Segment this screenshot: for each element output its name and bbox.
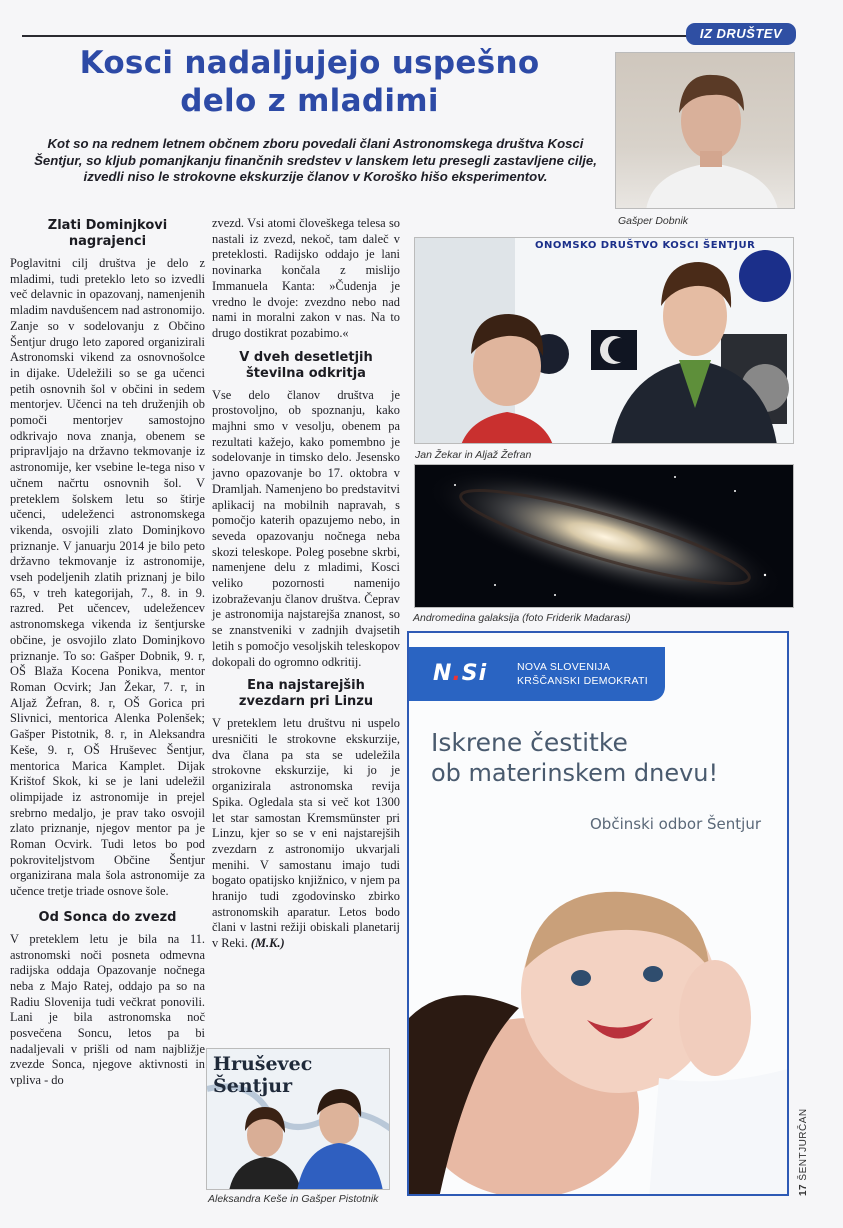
logo-n: N	[433, 661, 453, 686]
paragraph-col2-1: zvezd. Vsi atomi človeškega telesa so nastali iz zvezd, nekoč, tam daleč v preteklosti. Radijsko oddajo je lani novinarka končala z mislijo Immanuela Kanta: »Čudenja je vredno le dvoje: zvezdno nebo nad nami in moralni zakon v nas. Na to drugo dostikrat pozabimo.«	[212, 216, 400, 340]
subhead-od-sonca: Od Sonca do zvezd	[38, 909, 177, 925]
photo-andromeda	[414, 464, 794, 608]
ad-title-line-2: ob materinskem dnevu!	[431, 759, 719, 787]
caption-photo-2: Jan Žekar in Aljaž Žefran	[415, 449, 532, 461]
party-line-1: NOVA SLOVENIJA	[517, 661, 611, 673]
party-name	[517, 660, 648, 688]
section-tag: IZ DRUŠTEV	[686, 23, 796, 45]
mother-baby-illustration	[409, 858, 789, 1196]
text-column-1	[10, 216, 205, 1089]
paragraph-col1-1: Poglavitni cilj društva je delo z mladimi, tudi preteklo leto so izvedli več delavnic in opazovanj, namenjenih mladim navdušencem nad astronomijo. Zanje so v sodelovanju z Občino Šentjur drugo leto zapored organizirali Astronomski vikend za osnovnošolce in dijake. Udeležili so se ga učenci petih osnovnih šol v občini in sedem mentorjev. Učenci na teh druženjih ob pomoči mentorjev samostojno odkrivajo nova znanja, obenem se pripravljajo na državno tekmovanje iz astronomije, ker vsebine le-tega niso v učnem načrtu osnovnih šol. V preteklem šolskem letu so štirje učenci, udeleženci astronomskega vikenda, osvojili zlato Dominjkovo priznanje. V januarju 2014 je bilo peto državno tekmovanje iz astronomije, vseh podeljenih zlatih priznanj je bilo 65, v treh kategorijah, 7., 8. in 9. razred. Pet učencev, udeležencev astronomskega vikenda iz šentjurske občine, je osvojilo zlato Dominjkovo priznanje. To so: Gašper Dobnik, 9. r, OŠ Blaža Kocena Ponikva, mentor Roman Ocvirk; Jan Žekar, 7. r, in Aljaž Žefran, 8. r, OŠ Gorica pri Slivnici, mentorica Alenka Polenšek; Gašper Pistotnik, 8. r, in Aleksandra Keše, 9. r, OŠ Hruševec Šentjur, mentorica Marica Kamplet. Dijak Krištof Skok, ki se je lani udeležil olimpijade iz astronomije in prejel srebrno medaljo, je prav tako osvojil zlato priznanje, njegov mentor pa je Roman Ocvirk. Tudi letos bo pod pokroviteljstvom Občine Šentjur organizirana mala šola astronomije za učence tretje triade osnove šole.	[10, 256, 205, 899]
ad-subtitle: Občinski odbor Šentjur	[590, 815, 761, 833]
paragraph-col2-3-text: V preteklem letu društvu ni uspelo uresničiti le strokovne ekskurzije, dva člana pa sta se udeležila strokovne ekskurzije, ki jo je organizirala astronomska revija Spika. Ogledala sta si več kot 1300 let star samostan Kremsmünster pri Linzu, kjer so se v eni najstarejših zvezdarn z astronomijo ukvarjali menihi. V samostanu imajo tudi bogato opatijsko knjižnico, v njem pa hranijo tudi zgodovinsko zbirko astronomskih aparatur. Letos bodo člani v lastni režiji obiskali planetarij v Reki.	[212, 716, 400, 951]
galaxy-illustration	[415, 465, 794, 608]
nsi-logo	[433, 661, 487, 686]
magazine-name: ŠENTJURČAN	[798, 1108, 809, 1181]
paragraph-col2-2: Vse delo članov društva je prostovoljno, ob spoznanju, kako majhni smo v vesolju, obenem pa rezultati kažejo, kako pomembno je sodelovanje in timsko delo. Jesensko javno opazovanje bo 17. oktobra v Dramljah. Namenjeno bo predstavitvi aplikacij na mobilnih napravah, s pomočjo katerih opazujemo nebo, in seveda opazovanju nočnega neba skozi teleskope. Poleg posebne skrbi, namenjene delu z mladimi, Kosci veliko pozornosti namenijo izobraževanju članov društva. Čeprav je astronomija najstarejša znanost, so se znanstveniki v zadnjih dvajsetih letih s pomočjo vesoljskih teleskopov dokopali do ogromno odkritij.	[212, 387, 400, 669]
portrait-illustration	[616, 53, 795, 209]
subhead-zlati-nagrajenci: Zlati Dominjkovi nagrajenci	[47, 218, 168, 249]
nsi-advertisement	[407, 631, 789, 1196]
subhead-zvezdarna-linz: Ena najstarejših zvezdarn pri Linzu	[238, 678, 374, 710]
page-footer	[798, 1108, 809, 1196]
ad-title	[431, 727, 789, 789]
poster-text: ONOMSKO DRUŠTVO KOSCI ŠENTJUR	[535, 240, 756, 251]
paragraph-col1-2: V preteklem letu je bila na 11. astronomski noči posneta odmevna radijska oddaja Opazovanje nočnega neba z Majo Ratej, oddajo pa so na Radiu Slovenija tudi večkrat ponovili. Lani je bila astronomska noč posvečena Soncu, letos pa bi nadaljevali v prišli od nam najbližje zvezde Sonca, njegove aktivnosti in vpliva - do	[10, 931, 205, 1088]
ad-title-line-1: Iskrene čestitke	[431, 728, 628, 757]
caption-photo-3: Andromedina galaksija (foto Friderik Madarasi)	[413, 612, 631, 624]
caption-photo-4: Aleksandra Keše in Gašper Pistotnik	[208, 1193, 379, 1205]
logo-si: Si	[461, 661, 488, 686]
logo-dot: .	[452, 661, 462, 686]
headline-line-1: Kosci nadaljujejo uspešno	[79, 45, 540, 81]
page-number: 17	[798, 1183, 809, 1196]
photo-gasper-dobnik	[615, 52, 795, 209]
poster-scene-illustration	[415, 238, 794, 444]
paragraph-col2-3	[212, 716, 400, 952]
subhead-dve-desetletji: V dveh desetletjih številna odkritja	[239, 349, 373, 381]
header-rule	[22, 35, 712, 37]
article-lead: Kot so na rednem letnem občnem zboru povedali člani Astronomskega društva Kosci Šentjur, so kljub pomanjkanju finančnih sredstev v lanskem letu presegli zastavljene cilje, izvedli niso le strokovne ekskurzije članov v Koroško hišo eksperimentov.	[34, 136, 597, 184]
article-headline	[22, 44, 597, 120]
headline-line-2: delo z mladimi	[180, 83, 439, 119]
photo-aleksandra-gasper	[206, 1048, 390, 1190]
caption-photo-1: Gašper Dobnik	[618, 215, 689, 227]
article-signature: (M.K.)	[250, 936, 285, 951]
school-sign: Hruševec Šentjur	[213, 1053, 313, 1097]
ad-logo-band	[409, 647, 665, 701]
photo-jan-aljaz	[414, 237, 794, 444]
text-column-2	[212, 216, 400, 952]
party-line-2: KRŠČANSKI DEMOKRATI	[517, 675, 648, 687]
